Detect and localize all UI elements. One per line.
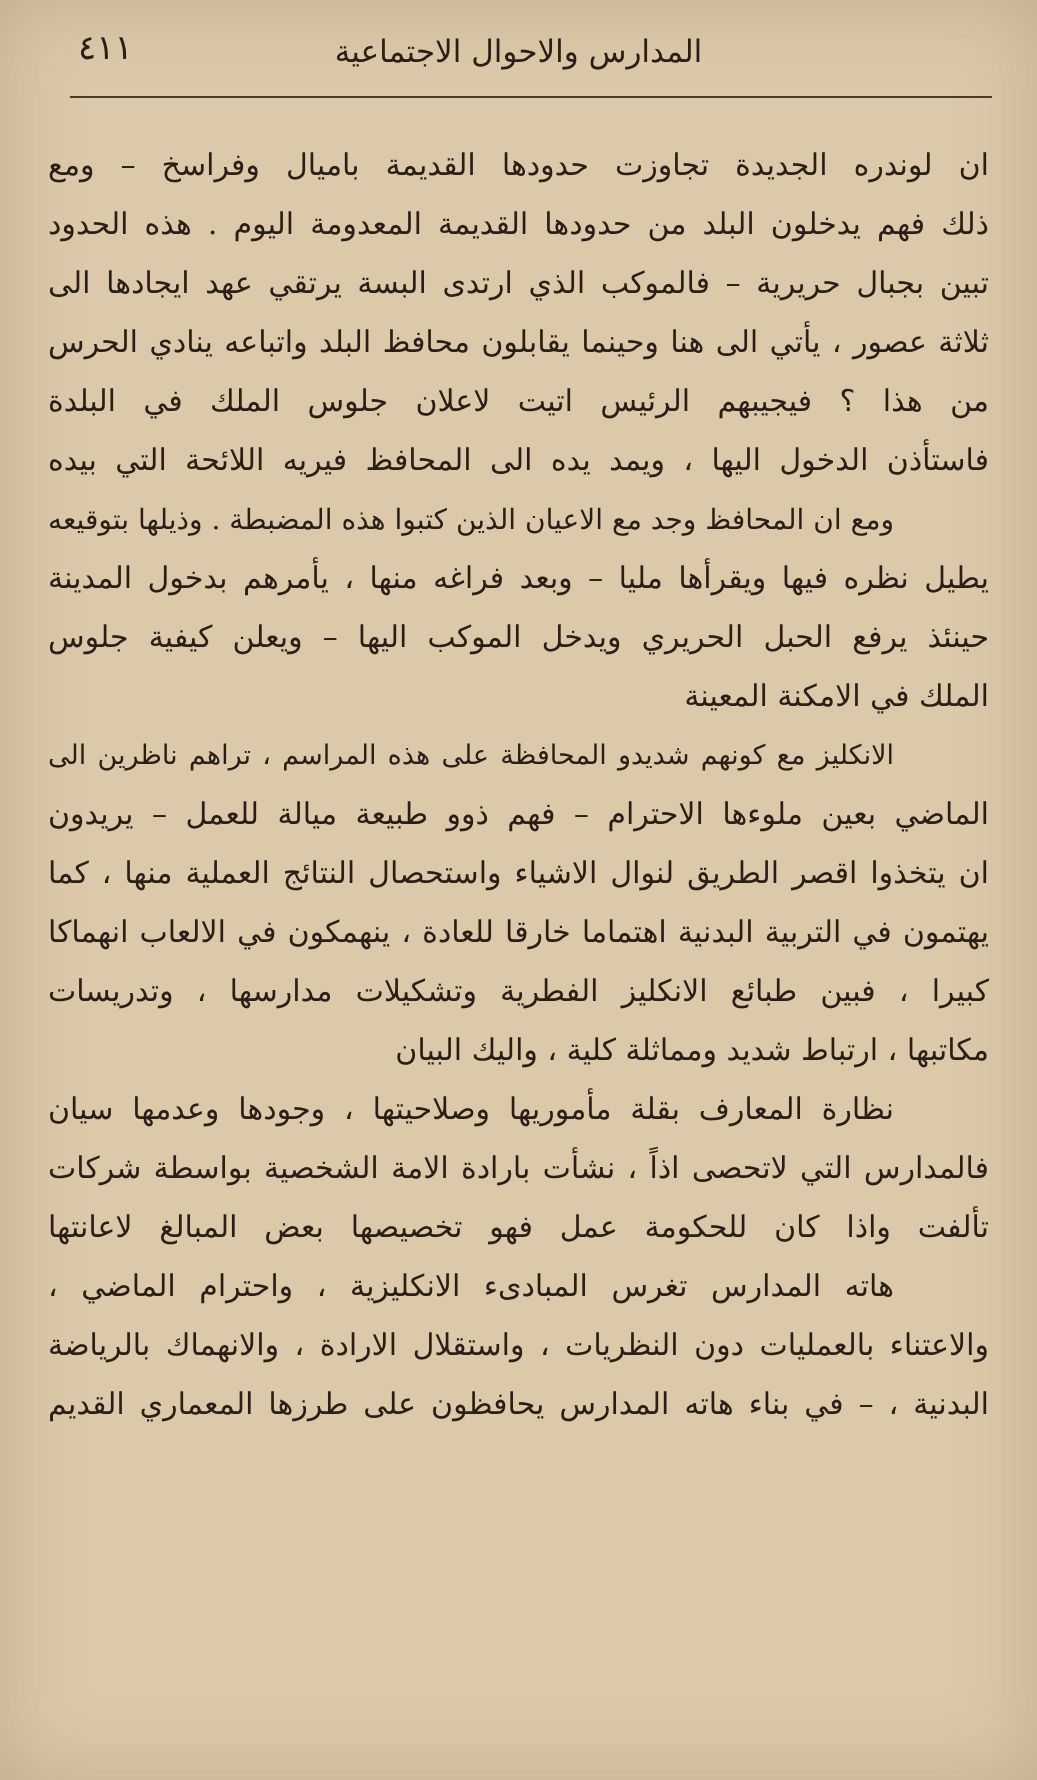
text-line: ثلاثة عصور ، يأتي الى هنا وحينما يقابلون محافظ البلد واتباعه ينادي الحرس (48, 325, 989, 360)
text-line: فاستأذن الدخول اليها ، ويمد يده الى المحافظ فيريه اللائحة التي بيده (48, 443, 989, 478)
text-line: تبين بجبال حريرية – فالموكب الذي ارتدى البسة يرتقي عهد ايجادها الى (48, 266, 989, 301)
text-line: من هذا ؟ فيجيبهم الرئيس اتيت لاعلان جلوس الملك في البلدة (48, 384, 989, 419)
text-line: الملك في الامكنة المعينة (684, 679, 989, 714)
page-number: ٤١١ (78, 28, 133, 68)
text-line: الماضي بعين ملوءها الاحترام – فهم ذوو طبيعة ميالة للعمل – يريدون (48, 797, 989, 832)
text-line: تألفت واذا كان للحكومة عمل فهو تخصيصها بعض المبالغ لاعانتها (48, 1210, 989, 1245)
running-title: المدارس والاحوال الاجتماعية (334, 34, 703, 70)
text-line: كبيرا ، فبين طبائع الانكليز الفطرية وتشكيلات مدارسها ، وتدريسات (48, 974, 989, 1009)
text-line: البدنية ، – في بناء هاته المدارس يحافظون على طرزها المعماري القديم (48, 1387, 989, 1422)
text-line: حينئذ يرفع الحبل الحريري ويدخل الموكب اليها – ويعلن كيفية جلوس (48, 620, 989, 655)
text-line: هاته المدارس تغرس المبادىء الانكليزية ، واحترام الماضي ، (48, 1269, 894, 1304)
text-line: ان يتخذوا اقصر الطريق لنوال الاشياء واستحصال النتائج العملية منها ، كما (48, 856, 989, 891)
page-header (70, 24, 967, 84)
text-line: ومع ان المحافظ وجد مع الاعيان الذين كتبوا هذه المضبطة . وذيلها بتوقيعه (48, 503, 894, 536)
text-line: ذلك فهم يدخلون البلد من حدودها القديمة المعدومة اليوم . هذه الحدود (48, 207, 989, 242)
text-line: يطيل نظره فيها ويقرأها مليا – وبعد فراغه منها ، يأمرهم بدخول المدينة (48, 561, 989, 596)
text-line: يهتمون في التربية البدنية اهتماما خارقا للعادة ، ينهمكون في الالعاب انهماكا (48, 915, 989, 950)
text-line: ان لوندره الجديدة تجاوزت حدودها القديمة باميال وفراسخ – ومع (48, 148, 989, 183)
body-text (48, 136, 989, 1434)
text-line: فالمدارس التي لاتحصى اذاً ، نشأت بارادة الامة الشخصية بواسطة شركات (48, 1151, 989, 1186)
header-rule (70, 96, 992, 98)
text-line: والاعتناء بالعمليات دون النظريات ، واستقلال الارادة ، والانهماك بالرياضة (48, 1328, 989, 1363)
text-line: نظارة المعارف بقلة مأموريها وصلاحيتها ، وجودها وعدمها سيان (48, 1092, 894, 1127)
text-line: الانكليز مع كونهم شديدو المحافظة على هذه المراسم ، تراهم ناظرين الى (48, 740, 894, 771)
text-line: مكاتبها ، ارتباط شديد ومماثلة كلية ، واليك البيان (395, 1033, 989, 1068)
